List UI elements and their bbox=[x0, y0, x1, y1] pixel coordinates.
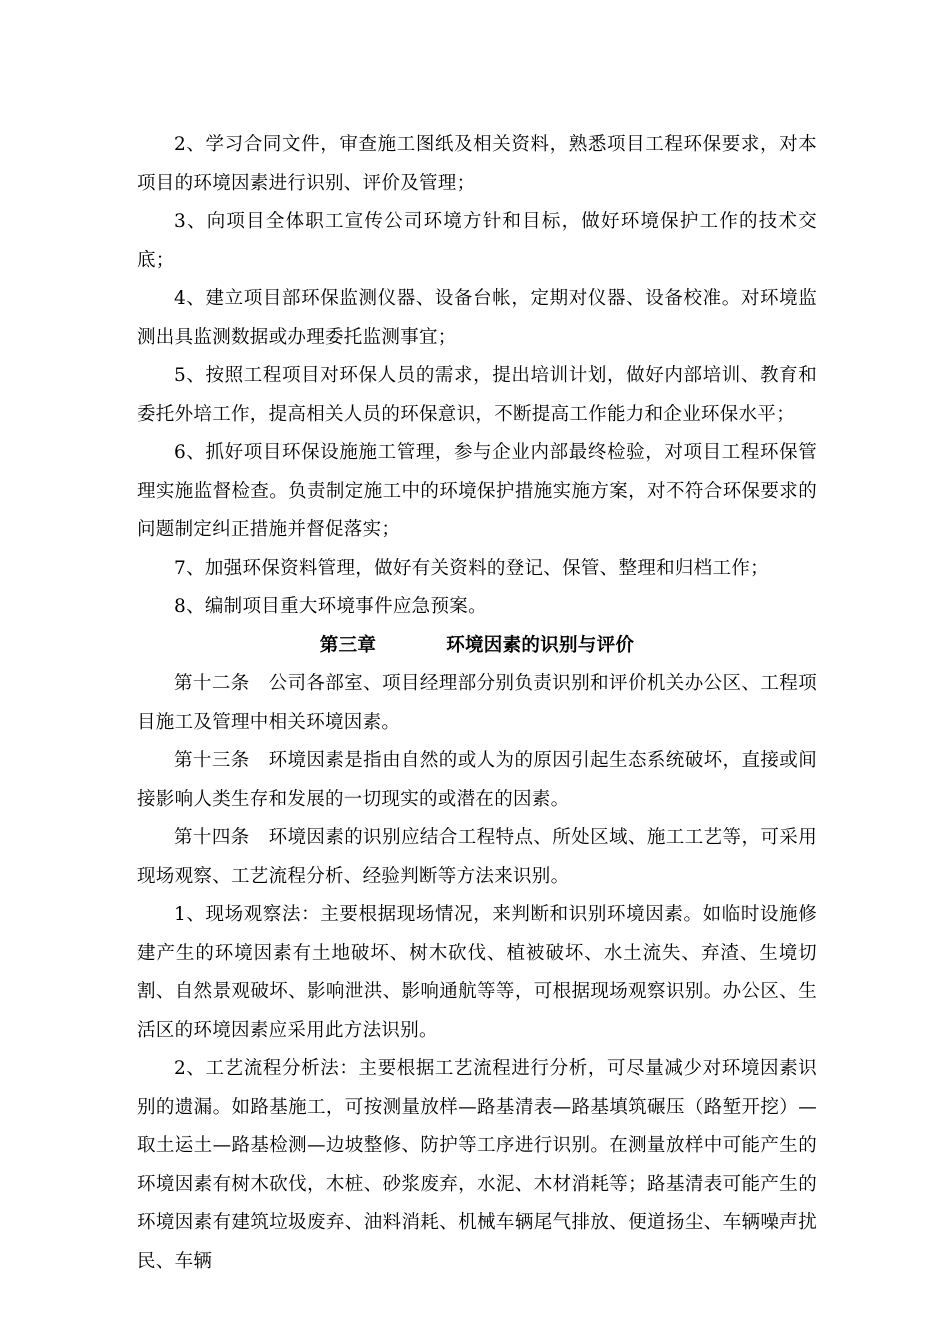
method-process-analysis: 2、工艺流程分析法：主要根据工艺流程进行分析，可尽量减少对环境因素识别的遗漏。如路基施工，可按测量放样—路基清表—路基填筑碾压（路堑开挖）—取土运土—路基检测—边坡整修、防护等工序进行识别。在测量放样中可能产生的环境因素有树木砍伐，木桩、砂浆废弃，水泥、木材消耗等；路基清表可能产生的环境因素有建筑垃圾废弃、油料消耗、机械车辆尾气排放、便道扬尘、车辆噪声扰民、车辆 bbox=[137, 1058, 817, 1272]
chapter-number: 第三章 bbox=[319, 634, 377, 656]
paragraph-item-6: 6、抓好项目环保设施施工管理，参与企业内部最终检验，对项目工程环保管理实施监督检查。负责制定施工中的环境保护措施实施方案，对不符合环保要求的问题制定纠正措施并督促落实； bbox=[137, 442, 817, 540]
article-12: 第十二条 公司各部室、项目经理部分别负责识别和评价机关办公区、工程项目施工及管理中相关环境因素。 bbox=[137, 673, 817, 733]
paragraph-item-5: 5、按照工程项目对环保人员的需求，提出培训计划，做好内部培训、教育和委托外培工作，提高相关人员的环保意识，不断提高工作能力和企业环保水平； bbox=[137, 365, 817, 425]
paragraph-item-2: 2、学习合同文件，审查施工图纸及相关资料，熟悉项目工程环保要求，对本项目的环境因素进行识别、评价及管理； bbox=[137, 134, 817, 194]
chapter-title: 环境因素的识别与评价 bbox=[446, 634, 635, 656]
chapter-heading bbox=[137, 627, 817, 666]
paragraph-item-3: 3、向项目全体职工宣传公司环境方针和目标，做好环境保护工作的技术交底； bbox=[137, 211, 817, 271]
article-14: 第十四条 环境因素的识别应结合工程特点、所处区域、施工工艺等，可采用现场观察、工艺流程分析、经验判断等方法来识别。 bbox=[137, 827, 817, 887]
method-field-observation: 1、现场观察法：主要根据现场情况，来判断和识别环境因素。如临时设施修建产生的环境因素有土地破坏、树木砍伐、植被破坏、水土流失、弃渣、生境切割、自然景观破坏、影响泄洪、影响通航等等，可根据现场观察识别。办公区、生活区的环境因素应采用此方法识别。 bbox=[137, 904, 817, 1041]
document-body bbox=[137, 126, 817, 1281]
paragraph-item-4: 4、建立项目部环保监测仪器、设备台帐，定期对仪器、设备校准。对环境监测出具监测数据或办理委托监测事宜； bbox=[137, 288, 817, 348]
paragraph-item-8: 8、编制项目重大环境事件应急预案。 bbox=[174, 596, 487, 617]
article-13: 第十三条 环境因素是指由自然的或人为的原因引起生态系统破坏，直接或间接影响人类生存和发展的一切现实的或潜在的因素。 bbox=[137, 750, 817, 810]
paragraph-item-7: 7、加强环保资料管理，做好有关资料的登记、保管、整理和归档工作； bbox=[174, 557, 769, 579]
